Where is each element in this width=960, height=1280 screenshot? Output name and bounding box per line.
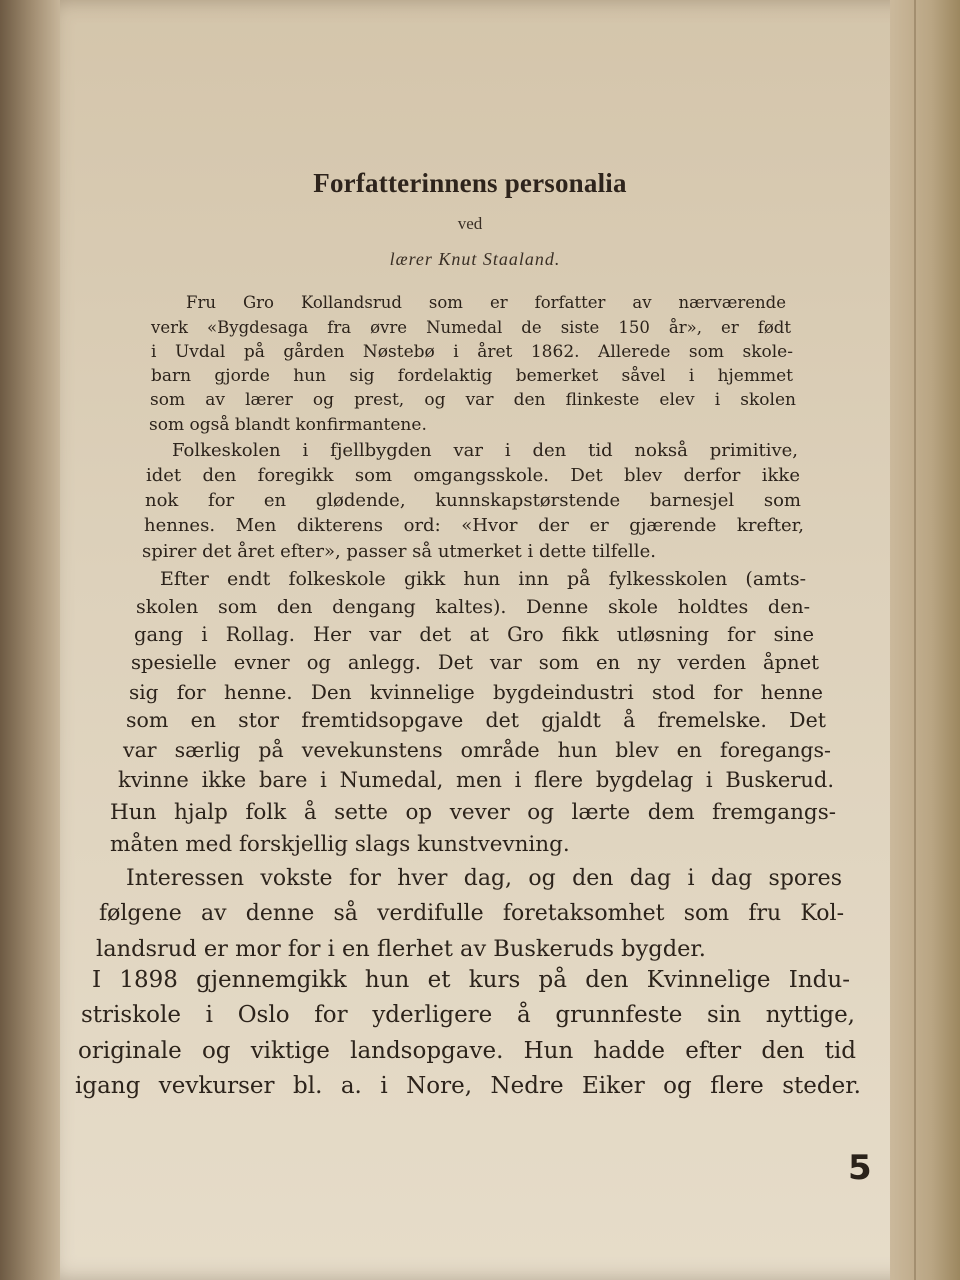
- byline-author: lærer Knut Staaland.: [389, 249, 561, 269]
- text-line: Folkeskolen i fjellbygden var i den tid nokså primitive,: [172, 440, 798, 461]
- page-number: 5: [848, 1148, 872, 1188]
- text-line: var særlig på vevekunstens område hun blev en foregangs-: [123, 738, 831, 762]
- text-line: Fru Gro Kollandsrud som er forfatter av nærværende: [186, 293, 786, 312]
- text-line: som av lærer og prest, og var den flinkeste elev i skolen: [150, 390, 796, 410]
- text-line: måten med forskjellig slags kunstvevning.: [110, 832, 570, 857]
- text-line: i Uvdal på gården Nøstebø i året 1862. Allerede som skole-: [151, 342, 793, 362]
- text-line: nok for en glødende, kunnskapstørstende barnesjel som: [145, 490, 801, 511]
- text-line: landsrud er mor for i en flerhet av Buskeruds bygder.: [96, 936, 706, 962]
- text-line: originale og viktige landsopgave. Hun hadde efter den tid: [78, 1038, 856, 1064]
- text-line: Efter endt folkeskole gikk hun inn på fylkesskolen (amts-: [160, 568, 806, 590]
- text-line: striskole i Oslo for yderligere å grunnfeste sin nyttige,: [81, 1002, 855, 1028]
- text-line: følgene av denne så verdifulle foretaksomhet som fru Kol-: [99, 901, 844, 926]
- text-line: Hun hjalp folk å sette op vever og lærte dem fremgangs-: [110, 800, 836, 825]
- text-line: Interessen vokste for hver dag, og den dag i dag spores: [126, 866, 842, 891]
- page-title: Forfatterinnens personalia: [313, 168, 627, 198]
- text-line: som også blandt konfirmantene.: [149, 415, 427, 435]
- text-line: sig for henne. Den kvinnelige bygdeindustri stod for henne: [129, 680, 823, 704]
- text-line: barn gjorde hun sig fordelaktig bemerket såvel i hjemmet: [151, 366, 793, 386]
- text-line: verk «Bygdesaga fra øvre Numedal de siste 150 år», er født: [151, 318, 791, 337]
- text-line: spesielle evner og anlegg. Det var som en ny verden åpnet: [131, 651, 819, 674]
- text-line: kvinne ikke bare i Numedal, men i flere bygdelag i Buskerud.: [118, 768, 834, 792]
- text-line: I 1898 gjennemgikk hun et kurs på den Kvinnelige Indu-: [92, 967, 850, 993]
- text-line: igang vevkurser bl. a. i Nore, Nedre Eiker og flere steder.: [75, 1073, 861, 1099]
- text-line: som en stor fremtidsopgave det gjaldt å fremelske. Det: [126, 708, 826, 732]
- text-line: hennes. Men dikterens ord: «Hvor der er gjærende krefter,: [144, 515, 804, 536]
- text-line: skolen som den dengang kaltes). Denne skole holdtes den-: [136, 596, 810, 618]
- text-line: idet den foregikk som omgangsskole. Det blev derfor ikke: [146, 465, 800, 486]
- text-line: gang i Rollag. Her var det at Gro fikk utløsning for sine: [134, 623, 814, 646]
- byline-ved: ved: [457, 214, 483, 233]
- text-line: spirer det året efter», passer så utmerket i dette tilfelle.: [142, 541, 656, 562]
